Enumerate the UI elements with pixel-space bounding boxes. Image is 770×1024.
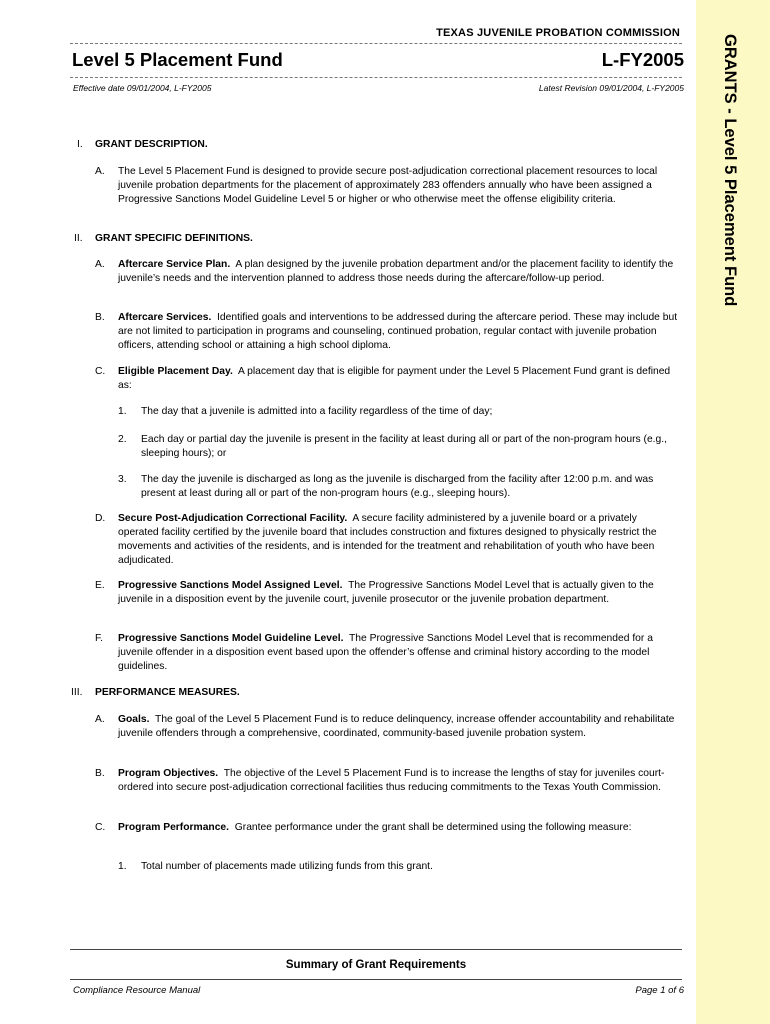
- definition-text: The Progressive Sanctions Model Level that is recommended for a juvenile offender in a disposition event based upon the offender’s offense and criminal history according to the model guidelines.: [118, 633, 653, 672]
- definition-text: A placement day that is eligible for payment under the Level 5 Placement Fund grant is defined as:: [118, 366, 671, 391]
- definition: [118, 767, 678, 795]
- definition-term: Program Objectives.: [118, 768, 219, 779]
- section-heading: PERFORMANCE MEASURES.: [95, 687, 240, 698]
- definition-text: The goal of the Level 5 Placement Fund is to reduce delinquency, increase offender accountability and rehabilitate juvenile offenders through a comprehensive, coordinated, community-based juvenile probation system.: [118, 714, 675, 739]
- list-item: The day that a juvenile is admitted into a facility regardless of the time of day;: [141, 406, 493, 417]
- summary-divider-bottom: [70, 979, 682, 980]
- list-item: Each day or partial day the juvenile is present in the facility at least during all or part of the non-program hours (e.g., sleeping hours); or: [141, 434, 667, 459]
- side-title: GRANTS - Level 5 Placement Fund: [721, 34, 739, 307]
- definition-text: A secure facility administered by a juvenile board or a privately operated facility certified by the juvenile board that includes construction and fixtures designed to physically restrict the movements and activities of the residents, and is intended for the treatment and rehabilitation of youth who have been adjudicated.: [118, 513, 657, 566]
- effective-date: Effective date 09/01/2004, L-FY2005: [73, 83, 212, 93]
- definition: [118, 512, 678, 568]
- list-number: 1.: [118, 861, 127, 872]
- item-label: B.: [95, 312, 105, 323]
- item-label: A.: [95, 714, 105, 725]
- definition: [118, 821, 678, 835]
- item-label: E.: [95, 580, 105, 591]
- summary-heading: Summary of Grant Requirements: [285, 959, 467, 971]
- section-number: I.: [77, 139, 83, 150]
- summary-divider-top: [70, 949, 682, 950]
- definition-text: The Progressive Sanctions Model Level that is actually given to the juvenile in a disposition event by the juvenile court, juvenile prosecutor or the juvenile probation department.: [118, 580, 654, 605]
- definition-text: A plan designed by the juvenile probation department and/or the placement facility to identify the juvenile’s needs and the intervention planned to address those needs during the aftercare/follow-up period.: [118, 259, 674, 284]
- paragraph: The Level 5 Placement Fund is designed to provide secure post-adjudication correctional placement resources to local juvenile probation departments for the placement of approximately 283 offenders annually who have been assigned a Progressive Sanctions Model Guideline Level 5 or higher or who otherwise meet the offense eligibility criteria.: [118, 166, 658, 205]
- definition-term: Goals.: [118, 714, 150, 725]
- section-heading: GRANT DESCRIPTION.: [95, 139, 208, 150]
- organization-name: TEXAS JUVENILE PROBATION COMMISSION: [436, 27, 680, 39]
- list-number: 3.: [118, 474, 127, 485]
- definition-term: Secure Post-Adjudication Correctional Facility.: [118, 513, 348, 524]
- definition-text: The objective of the Level 5 Placement Fund is to increase the lengths of stay for juveniles court-ordered into secure post-adjudication correctional facilities thus reducing commitments to the Texas Youth Commission.: [118, 768, 665, 793]
- definition: [118, 713, 678, 741]
- section-heading: GRANT SPECIFIC DEFINITIONS.: [95, 233, 253, 244]
- list-number: 1.: [118, 406, 127, 417]
- header-divider-top: [70, 43, 682, 44]
- list-item: The day the juvenile is discharged as long as the juvenile is discharged from the facility after 12:00 p.m. and was present at least during all or part of the non-program hours (e.g., sleeping hours).: [141, 474, 654, 499]
- latest-revision: Latest Revision 09/01/2004, L-FY2005: [538, 83, 684, 93]
- item-label: F.: [95, 633, 104, 644]
- item-label: A.: [95, 259, 105, 270]
- definition-term: Eligible Placement Day.: [118, 366, 233, 377]
- section-number: III.: [71, 687, 83, 698]
- item-label: C.: [95, 822, 106, 833]
- definition-term: Progressive Sanctions Model Guideline Level.: [118, 633, 344, 644]
- list-number: 2.: [118, 434, 127, 445]
- definition: [118, 632, 678, 674]
- footer-manual-name: Compliance Resource Manual: [73, 985, 201, 996]
- definition: [118, 258, 678, 286]
- definition-term: Aftercare Services.: [118, 312, 212, 323]
- page-number: Page 1 of 6: [635, 985, 684, 996]
- definition-term: Aftercare Service Plan.: [118, 259, 231, 270]
- definition: [118, 579, 678, 607]
- definition-term: Progressive Sanctions Model Assigned Level.: [118, 580, 343, 591]
- section-number: II.: [74, 233, 83, 244]
- header-divider-bottom: [70, 77, 682, 78]
- definition-term: Program Performance.: [118, 822, 230, 833]
- list-item: Total number of placements made utilizing funds from this grant.: [141, 861, 433, 872]
- item-label: B.: [95, 768, 105, 779]
- item-label: C.: [95, 366, 106, 377]
- definition: [118, 311, 678, 353]
- document-code: L-FY2005: [601, 49, 684, 70]
- document-title: Level 5 Placement Fund: [72, 49, 283, 70]
- item-label: D.: [95, 513, 106, 524]
- definition: [118, 365, 678, 393]
- definition-text: Grantee performance under the grant shall be determined using the following measure:: [234, 822, 632, 833]
- definition-text: Identified goals and interventions to be addressed during the aftercare period. These may include but are not limited to participation in programs and counseling, continued probation, regular contact with juvenile probation officers, attending school or attaining a high school diploma.: [118, 312, 678, 351]
- item-label: A.: [95, 166, 105, 177]
